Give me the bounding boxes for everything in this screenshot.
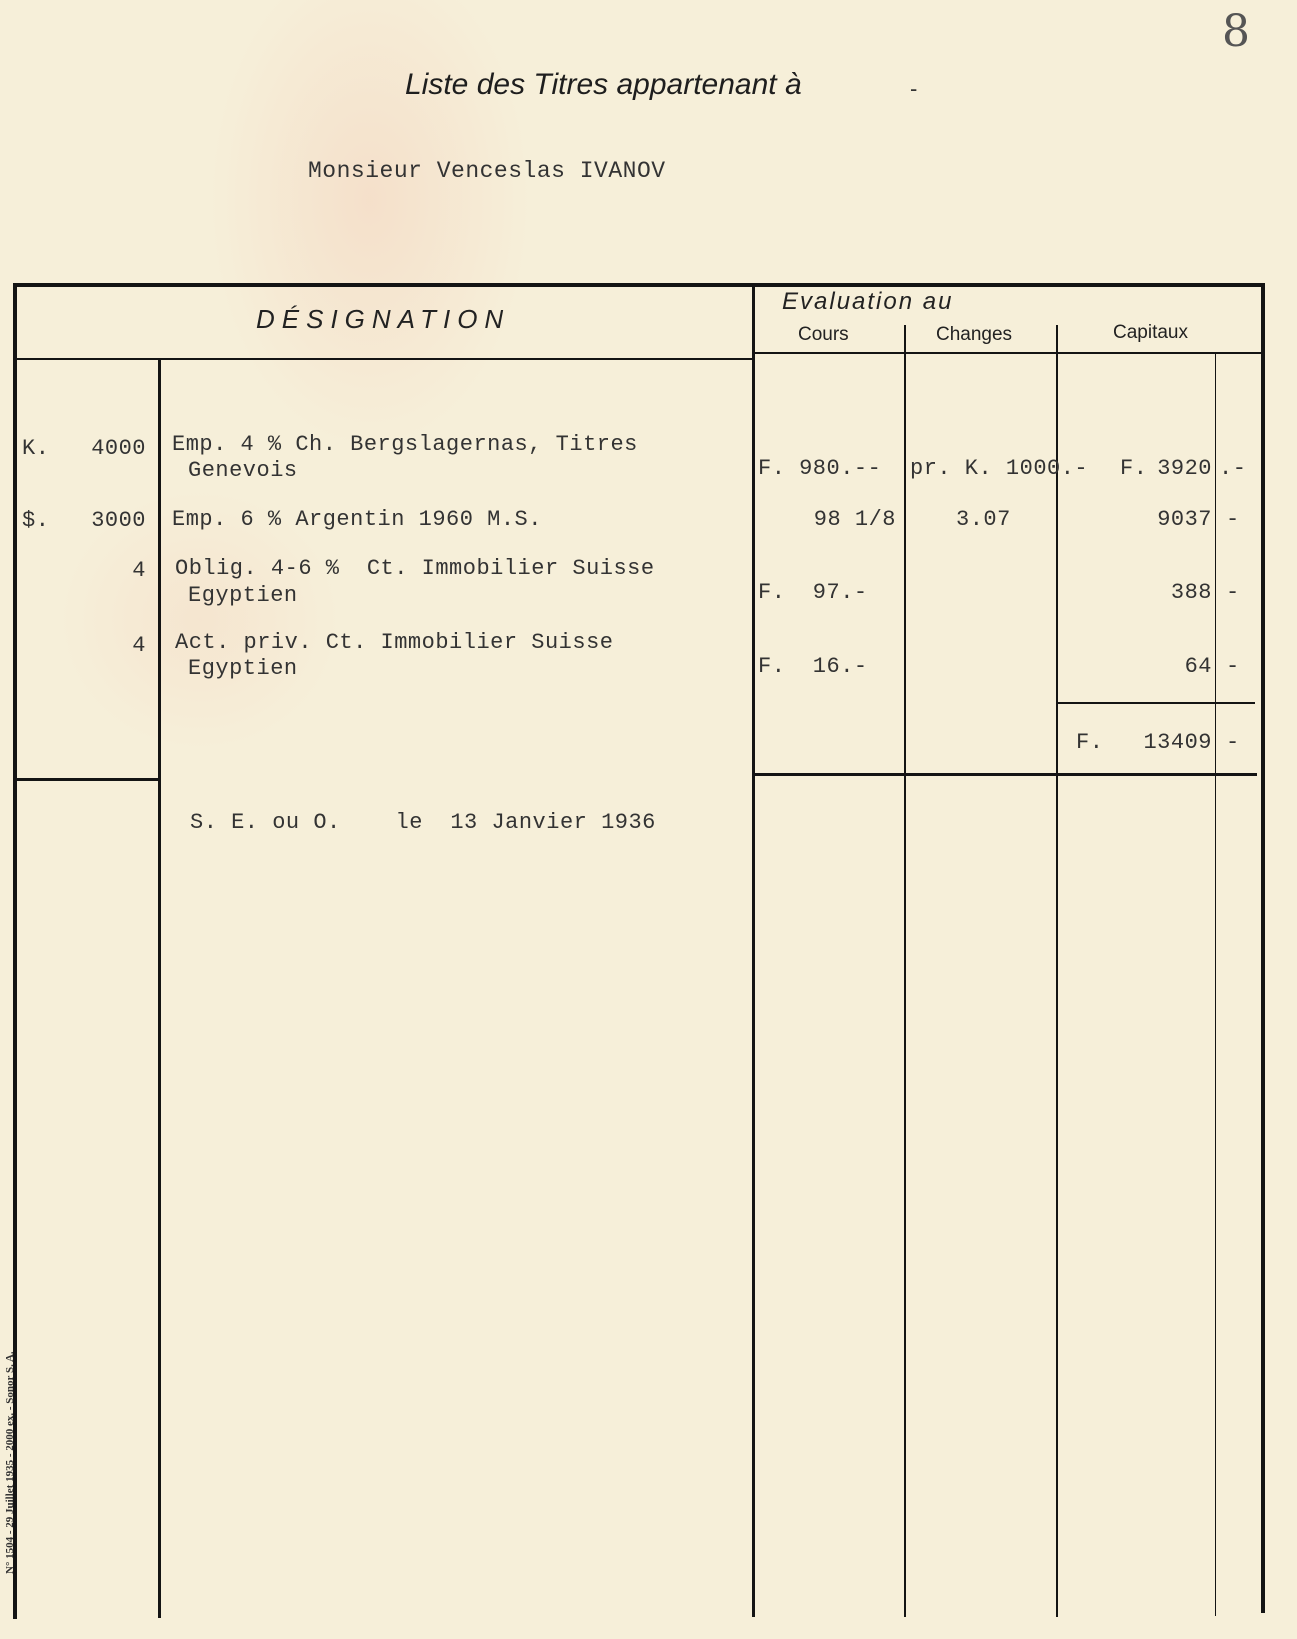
row-2-currency: $. — [22, 508, 50, 533]
col-changes-divider — [904, 325, 906, 1617]
row-3-quantity: 4 — [132, 558, 146, 583]
row-4-cours: F. 16.- — [758, 654, 868, 679]
row-2-quantity: 3000 — [91, 508, 146, 533]
row-1-currency: K. — [22, 436, 50, 461]
row-2-changes: 3.07 — [956, 507, 1011, 532]
title-mark: - — [910, 76, 918, 101]
row-2-designation: Emp. 6 % Argentin 1960 M.S. — [172, 507, 542, 532]
row-4-capitaux: 64 — [1184, 654, 1212, 679]
row-4-capitaux-cents: - — [1226, 654, 1240, 679]
cents-divider — [1215, 354, 1216, 1616]
subtotal-rule — [1058, 702, 1255, 704]
row-4-quantity: 4 — [132, 633, 146, 658]
header-divider-right — [753, 352, 1261, 354]
printer-note: N° 1504 - 29 Juillet 1935 - 2000 ex. - Sonor S. A. — [4, 1351, 16, 1574]
row-4-designation: Act. priv. Ct. Immobilier Suisse — [175, 630, 614, 655]
place-date: S. E. ou O. le 13 Janvier 1936 — [190, 810, 656, 835]
col-capitaux-divider — [1056, 325, 1058, 1617]
row-1-capitaux: 3920 — [1157, 456, 1212, 481]
row-3-designation: Oblig. 4-6 % Ct. Immobilier Suisse — [175, 556, 655, 581]
document-title: Liste des Titres appartenant à — [405, 68, 802, 101]
row-3-cours: F. 97.- — [758, 580, 868, 605]
total-prefix: F. — [1076, 730, 1104, 755]
header-divider-left — [13, 358, 753, 360]
total-cents: - — [1226, 730, 1240, 755]
row-4-designation-cont: Egyptien — [188, 656, 298, 681]
total-value: 13409 — [1143, 730, 1212, 755]
row-1-capitaux-cents: .- — [1219, 456, 1247, 481]
col-designation-divider — [158, 360, 161, 1618]
row-1-quantity: 4000 — [91, 436, 146, 461]
row-1-changes: pr. K. 1000.- — [910, 456, 1089, 481]
row-1-cours: F. 980.-- — [758, 456, 882, 481]
row-2-capitaux: 9037 — [1157, 507, 1212, 532]
row-2-cours: 98 1/8 — [813, 507, 896, 532]
changes-header: Changes — [936, 324, 1013, 345]
row-1-designation: Emp. 4 % Ch. Bergslagernas, Titres — [172, 432, 638, 457]
evaluation-header: Evaluation au — [782, 288, 954, 315]
row-3-capitaux: 388 — [1170, 580, 1212, 605]
total-rule-right — [755, 773, 1257, 776]
owner-name: Monsieur Venceslas IVANOV — [308, 158, 666, 184]
page-number: 8 — [1222, 6, 1250, 57]
capitaux-header: Capitaux — [1113, 322, 1188, 343]
total-rule-left — [13, 778, 160, 781]
row-2-capitaux-cents: - — [1226, 507, 1240, 532]
designation-header: DÉSIGNATION — [256, 304, 511, 334]
table-top-border — [13, 283, 1265, 287]
row-3-capitaux-cents: - — [1226, 580, 1240, 605]
row-3-designation-cont: Egyptien — [188, 583, 298, 608]
row-1-capitaux-prefix: F. — [1120, 456, 1148, 481]
col-cours-divider — [752, 287, 755, 1617]
row-1-designation-cont: Genevois — [188, 458, 298, 483]
cours-header: Cours — [798, 324, 849, 345]
table-right-border — [1261, 283, 1265, 1613]
